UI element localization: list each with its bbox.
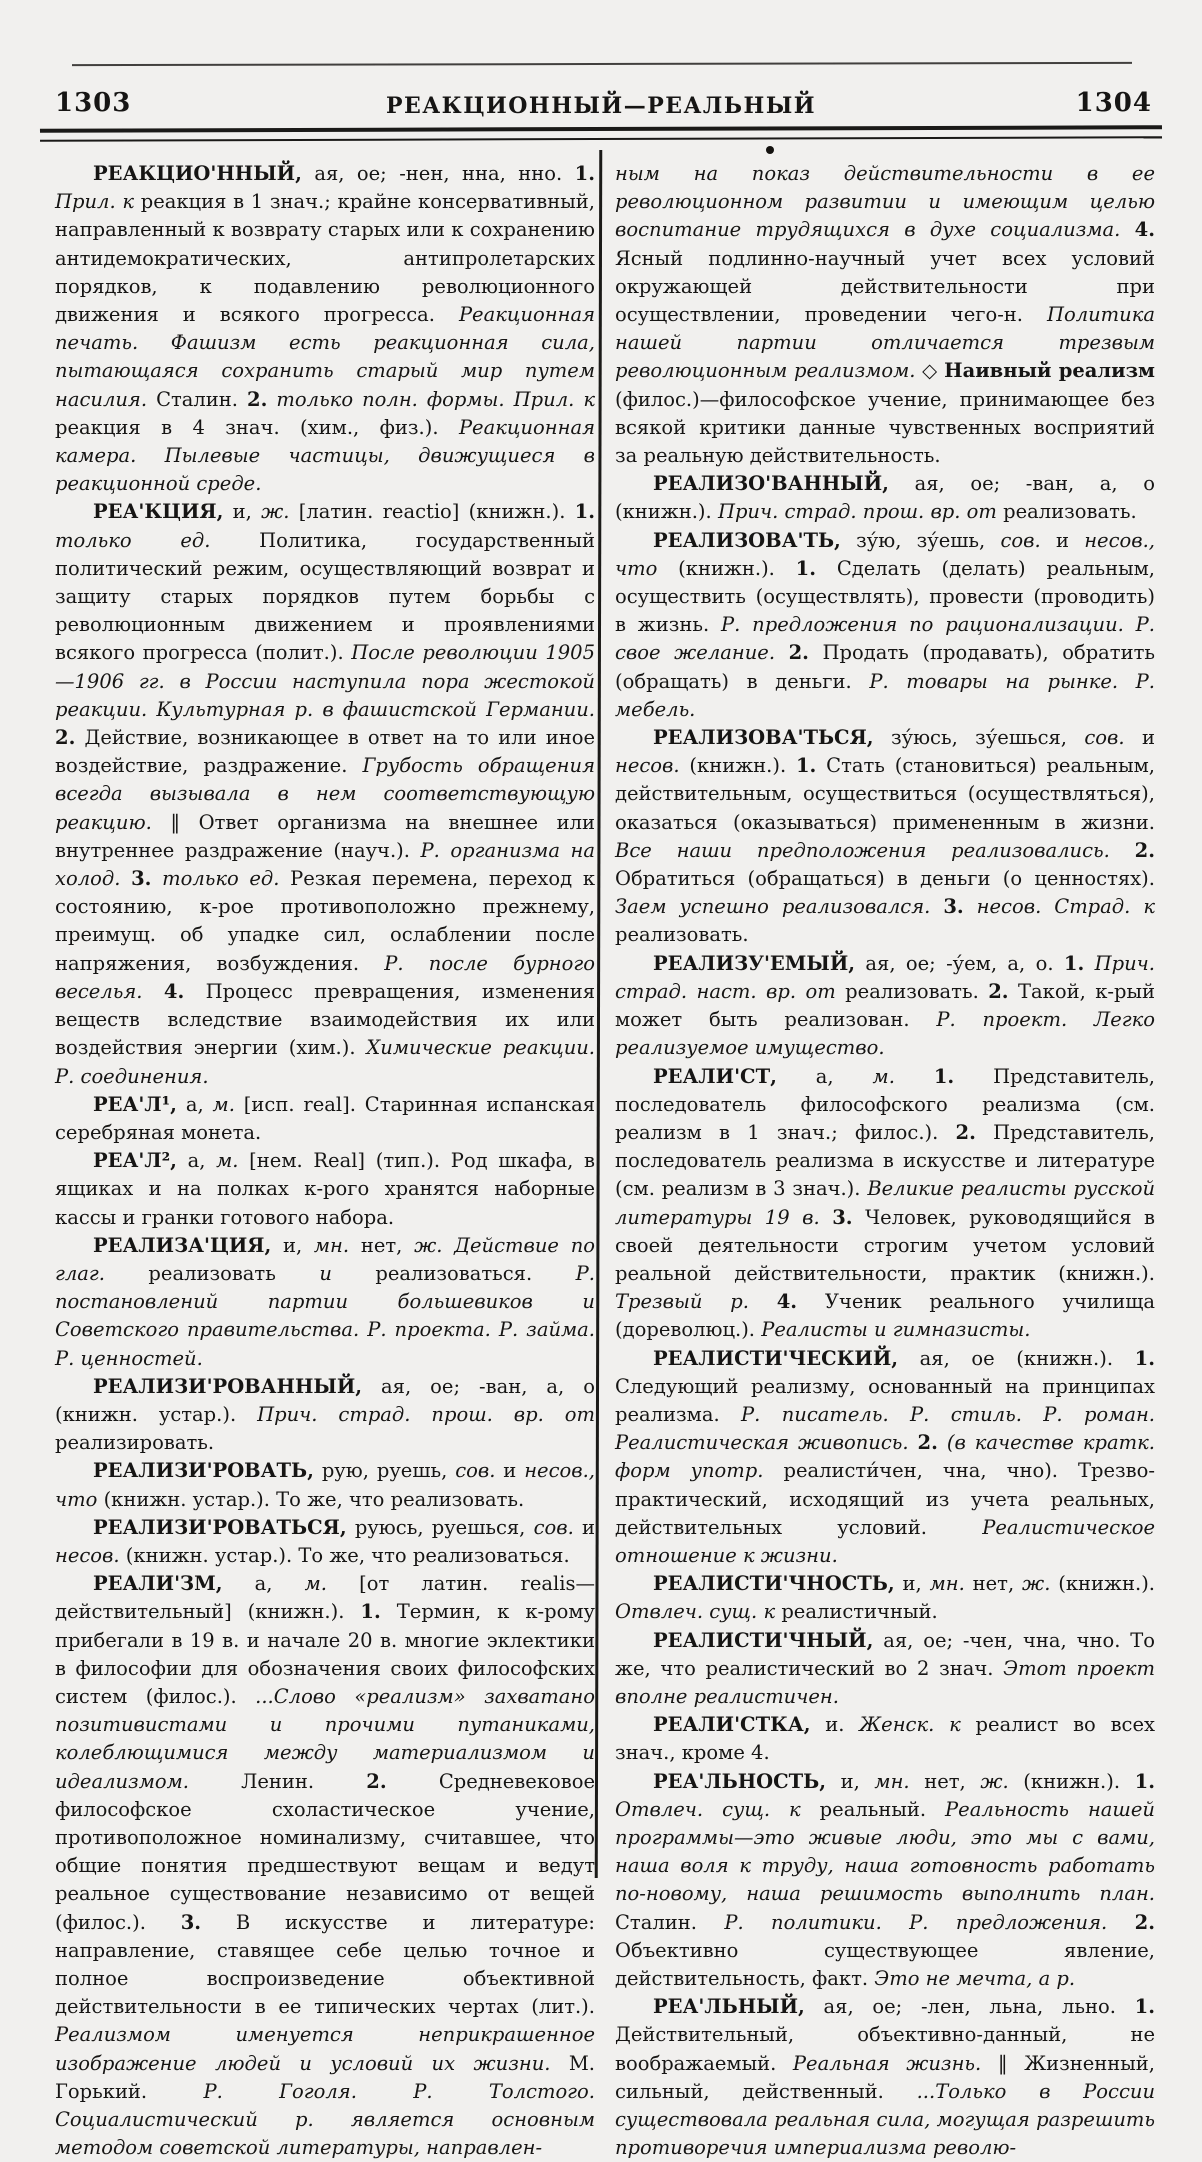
entry-text: (филос.)—философское учение, принимающее без всякой критики данные чувственных восприятий за реальную действительность. [615, 387, 1155, 468]
entry-text: а, [222, 1572, 305, 1596]
page-number-left: 1303 [55, 88, 132, 118]
entry-text: реализоваться. [375, 1261, 576, 1285]
header-double-rule [40, 125, 1162, 142]
dictionary-entry [55, 1514, 595, 1570]
entry-text: [нем. Real] (тип.). Род шкафа, в ящиках и на полках к-рого хранятся наборные кассы и гранки готового набора. [55, 1149, 595, 1229]
entry-text: ая, ое; -ван, а, о (книжн. устар.). [55, 1374, 595, 1426]
entry-italic-text: Р. организма на холод. [55, 838, 595, 891]
entry-bold-text: 2. [247, 387, 268, 411]
entry-bold-text: РЕАЛИЗА'ЦИЯ, [93, 1233, 272, 1257]
entry-bold-text: 2. [1134, 1910, 1155, 1934]
entry-bold-text: РЕАЛИЗИ'РОВАТЬСЯ, [93, 1515, 347, 1539]
entry-italic-text: Женск. к [859, 1713, 976, 1737]
entry-bold-text: РЕА'ЛЬНЫЙ, [653, 1995, 805, 2019]
entry-text: а, [176, 1092, 213, 1116]
entry-bold-text: 3. [180, 1910, 202, 1934]
entry-text: реалистичный. [781, 1600, 938, 1624]
entry-bold-text: РЕА'КЦИЯ, [93, 500, 224, 524]
entry-italic-text: Прич. страд. прош. вр. от [717, 500, 1004, 524]
entry-text: [от латин. realis—действительный] (книжн.). [55, 1572, 595, 1624]
entry-italic-text: ...Только в России существовала реальная сила, могущая разрешить противоречия империализма револю- [615, 2079, 1155, 2160]
entry-italic-text: несов. [615, 754, 680, 778]
entry-text: и. [810, 1713, 860, 1737]
entry-italic-text: После революции 1905—1906 гг. в России наступила пора жестокой реакции. Культурная р. в фашистской Германии. [55, 641, 595, 721]
entry-text: (книжн.). [679, 754, 796, 778]
dictionary-entry [55, 1232, 595, 1373]
entry-text: Средневековое философское схоластическое учение, противоположное номинализму, считавшее, что общие понятия предшествуют вещам и ведут реальное существование независимо от вещей (филос.). [55, 1769, 596, 1934]
dictionary-entry [615, 1345, 1155, 1571]
dictionary-entry [615, 1627, 1155, 1712]
entry-text: зу́ю, зу́ешь, [840, 528, 1001, 552]
entry-text: а, [776, 1064, 873, 1088]
entry-bold-text: 4. [163, 979, 185, 1003]
entry-italic-text: только ед. [55, 528, 260, 552]
entry-text: нет, [909, 1769, 981, 1793]
entry-bold-text: 1. [933, 1064, 955, 1088]
entry-text: Человек, руководящийся в своей деятельности строгим учетом условий реальной действительности, практик (книжн.). [615, 1205, 1155, 1285]
entry-bold-text: РЕАЛИСТИ'ЧНЫЙ, [653, 1628, 874, 1652]
entry-bold-text: РЕАЛИЗУ'ЕМЫЙ, [653, 951, 856, 975]
entry-italic-text: Грубость обращения всегда вызывала в нем соответствующую реакцию. [55, 754, 595, 834]
entry-text: Ясный подлинно-научный учет всех условий окружающей действительности при осуществлении, проведении чего-н. [615, 246, 1155, 327]
entry-text: реакция в 1 знач.; крайне консервативный, направленный к возврату старых или к сохранению антидемократических, антипролетарских порядков, к подавлению революционного движения и всякого прогресса. [55, 190, 595, 327]
entry-text: нет, [964, 1572, 1023, 1596]
entry-text: ◇ [922, 359, 945, 383]
entry-bold-text: РЕА'Л², [93, 1149, 177, 1173]
entry-italic-text: Реакционная камера. Пылевые частицы, движущиеся в реакционной среде. [55, 415, 595, 496]
entry-italic-text: несов., что [55, 1459, 595, 1511]
entry-italic-text: Химические реакции. Р. соединения. [55, 1036, 596, 1088]
entry-text: реалисти́чен, чна, чно). Трезво-практический, исходящий из учета реальных, действительных условий. [615, 1459, 1155, 1539]
entry-text: Сталин. [156, 387, 248, 411]
entry-text: Такой, к-рый может быть реализован. [615, 979, 1155, 1032]
entry-italic-text: ...Слово «реализм» захватано позитивистами и прочими путаниками, колеблющимися между материализмом и идеализмом. [55, 1684, 595, 1793]
entry-text: [исп. real]. Старинная испанская серебряная монета. [55, 1092, 595, 1144]
entry-italic-text: Трезвый р. [615, 1290, 777, 1314]
entry-bold-text: 2. [788, 641, 809, 665]
dictionary-entry [615, 527, 1155, 724]
entry-italic-text: Р. постановлений партии большевиков и Советского правительства. Р. проекта. Р. займа. Р. ценностей. [55, 1261, 595, 1370]
entry-bold-text: РЕАЛИЗИ'РОВАТЬ, [93, 1459, 314, 1483]
entry-text: и [573, 1515, 595, 1539]
entry-text: (книжн.). [1008, 1769, 1135, 1793]
entry-text: Термин, к к-рому прибегали в 19 в. и начале 20 в. многие эклектики в философии для обозначения своих философских систем (филос.). [55, 1600, 596, 1708]
entry-text: нет, [349, 1233, 415, 1257]
entry-bold-text: 1. [1134, 1769, 1155, 1793]
entry-bold-text: 1. [795, 754, 817, 778]
entry-text: ая, ое; -ван, а, о (книжн.). [615, 472, 1155, 524]
entry-italic-text: Р. Гоголя. Р. Толстого. Социалистический р. является основным методом советской литературы, направлен- [55, 2079, 595, 2160]
entry-text: Представитель, последователь реализма в искусстве и литературе (см. реализм в 3 знач.). [615, 1120, 1155, 1201]
dictionary-entry [615, 724, 1155, 950]
entry-italic-text: Р. писатель. Р. стиль. Р. роман. Реалистическая живопись. [615, 1402, 1156, 1455]
entry-text: и [1124, 726, 1155, 750]
entry-text: (книжн.). [1050, 1572, 1155, 1596]
entry-bold-text: 1. [1063, 951, 1085, 975]
entry-italic-text: (в качестве кратк. форм употр. [615, 1431, 1155, 1483]
dictionary-entry [615, 1711, 1155, 1767]
entry-bold-text: РЕАЛИСТИ'ЧЕСКИЙ, [653, 1346, 899, 1370]
dictionary-entry [55, 160, 595, 498]
entry-italic-text: Р. проект. Легко реализуемое имущество. [615, 1008, 1155, 1060]
entry-italic-text: Реальная жизнь. [792, 2051, 998, 2075]
entry-italic-text: ж. [980, 1769, 1009, 1793]
entry-italic-text: ж. Действие по глаг. [55, 1233, 595, 1285]
entry-text: Ученик реального училища (дореволюц.). [615, 1290, 1155, 1342]
entry-text: и [495, 1459, 525, 1483]
entry-italic-text: Все наши предположения реализовались. [615, 838, 1135, 862]
entry-text: и, [223, 500, 262, 524]
entry-bold-text: 2. [366, 1769, 387, 1793]
entry-italic-text: несов. [55, 1543, 120, 1567]
entry-italic-text: Реалисты и гимназисты. [761, 1318, 1031, 1342]
entry-bold-text: РЕАЛИЗИ'РОВАННЫЙ, [93, 1374, 363, 1398]
entry-text: ая, ое; -нен, нна, нно. [301, 162, 575, 185]
entry-text: ая, ое; -лен, льна, льно. [804, 1995, 1135, 2019]
entry-italic-text: м. [216, 1149, 239, 1173]
entry-text [895, 1065, 934, 1088]
entry-bold-text: 1. [1134, 1346, 1155, 1370]
entry-text: Процесс превращения, изменения веществ вследствие взаимодействия их или воздействия энергии (хим.). [55, 979, 595, 1060]
dictionary-entry [55, 1457, 595, 1513]
entry-italic-text: Это не мечта, а р. [874, 1967, 1076, 1990]
entry-bold-text: 4. [776, 1290, 798, 1314]
entry-italic-text: ж. [1022, 1572, 1051, 1596]
entry-text: и, [826, 1769, 875, 1793]
entry-italic-text: сов. [1000, 528, 1041, 552]
entry-text: Сталин. [615, 1910, 725, 1934]
entry-bold-text: РЕАЛИ'СТКА, [653, 1713, 811, 1737]
entry-bold-text: 1. [1134, 1995, 1155, 2019]
entry-text: ‖ Жизненный, сильный, действенный. [615, 2051, 1155, 2103]
entry-bold-text: РЕА'Л¹, [93, 1092, 177, 1116]
entry-text: В искусстве и литературе: направление, ставящее себе целью точное и полное воспроизведение объективной действительности в ее типических чертах (лит.). [55, 1910, 595, 2019]
entry-italic-text: Реалистическое отношение к жизни. [615, 1515, 1155, 1567]
entry-italic-text: Заем успешно реализовался. [615, 895, 944, 919]
entry-bold-text: 2. [955, 1120, 976, 1144]
entry-bold-text: 4. [1134, 218, 1155, 242]
entry-italic-text: Реакционная печать. Фашизм есть реакционная сила, пытающаяся сохранить старый мир путем насилия. [55, 303, 595, 411]
entry-text: Объективно существующее явление, действительность, факт. [615, 1938, 1155, 1990]
entry-text: (книжн.). [678, 556, 796, 580]
column-divider-rule [595, 150, 603, 1878]
entry-italic-text: Политика нашей партии отличается трезвым революционным реализмом. [615, 303, 1155, 383]
entry-text: Обратиться (обращаться) в деньги (о ценностях). [615, 867, 1155, 891]
entry-bold-text: 1. [574, 500, 596, 524]
dictionary-entry [615, 1768, 1155, 1994]
left-column [55, 160, 595, 2162]
entry-italic-text: Р. после бурного веселья. [55, 951, 595, 1003]
entry-text: реализировать. [55, 1431, 215, 1455]
ink-dot-artifact [766, 146, 774, 154]
entry-bold-text: РЕАЛИ'ЗМ, [93, 1572, 223, 1596]
entry-italic-text: Р. политики. Р. предложения. [724, 1910, 1135, 1934]
dictionary-entry [55, 498, 595, 1090]
entry-italic-text: ж. [261, 500, 290, 524]
entry-italic-text: мн. [313, 1233, 350, 1257]
entry-text: реалист во всех знач., кроме 4. [615, 1713, 1156, 1765]
entry-bold-text: РЕАЛИ'СТ, [653, 1064, 777, 1088]
entry-italic-text: только полн. формы. Прил. к [267, 387, 595, 411]
entry-italic-text: сов. [455, 1459, 496, 1483]
entry-text: [латин. reactio] (книжн.). [289, 500, 575, 524]
entry-bold-text: 2. [55, 726, 76, 750]
entry-text: а, [176, 1149, 217, 1173]
entry-text: ‖ Ответ организма на внешнее или внутреннее раздражение (науч.). [55, 810, 595, 862]
entry-text: Представитель, последователь философского реализма (см. реализм в 1 знач.; филос.). [615, 1064, 1155, 1144]
entry-text: Действительный, объективно-данный, не воображаемый. [615, 2023, 1155, 2075]
entry-italic-text: м. [872, 1064, 895, 1088]
entry-bold-text: РЕАЛИЗОВА'ТЬ, [653, 528, 841, 552]
entry-text: рую, руешь, [313, 1459, 456, 1483]
entry-text: и, [271, 1233, 314, 1257]
entry-text: Продать (продавать), обратить (обращать) в деньги. [615, 641, 1155, 693]
entry-italic-text: Отвлеч. сущ. к [615, 1600, 782, 1624]
scan-edge-line [72, 62, 1132, 66]
entry-italic-text: Прич. страд. наст. вр. от [615, 951, 1156, 1003]
entry-italic-text: Великие реалисты русской литературы 19 в. [615, 1177, 1156, 1229]
entry-italic-text: мн. [929, 1572, 965, 1596]
entry-italic-text: Реализмом именуется неприкрашенное изображение людей и условий их жизни. [55, 2023, 595, 2075]
entry-italic-text: и [319, 1261, 376, 1285]
entry-italic-text: Этот проект вполне реалистичен. [615, 1656, 1155, 1708]
entry-bold-text: РЕАКЦИО'ННЫЙ, [93, 162, 302, 185]
entry-bold-text: 3. [943, 895, 964, 919]
entry-bold-text: РЕАЛИЗОВА'ТЬСЯ, [653, 726, 874, 750]
entry-italic-text: Р. предложения по рационализации. Р. свое желание. [615, 613, 1155, 665]
entry-bold-text: РЕА'ЛЬНОСТЬ, [653, 1769, 827, 1793]
entry-text: (книжн. устар.). То же, что реализоваться. [119, 1543, 570, 1567]
dictionary-entry [615, 1570, 1155, 1626]
entry-bold-text: 3. [131, 867, 152, 891]
entry-italic-text: Прич. страд. прош. вр. от [257, 1402, 595, 1426]
entry-italic-text: сов. [533, 1515, 574, 1539]
dictionary-entry [55, 1147, 595, 1232]
entry-text: реализовать [148, 1261, 320, 1285]
entry-bold-text: 3. [832, 1205, 853, 1229]
entry-text: реальный. [819, 1797, 946, 1821]
dictionary-entry [55, 1570, 595, 2162]
entry-text: Следующий реализму, основанный на принципах реализма. [615, 1374, 1155, 1426]
page-number-right: 1304 [1075, 88, 1152, 118]
dictionary-entry [615, 1063, 1155, 1345]
entry-italic-text: несов., что [615, 528, 1155, 580]
dictionary-entry [55, 1373, 595, 1458]
entry-italic-text: ным на показ действительности в ее революционном развитии и имеющим целью воспитание трудящихся в духе социализма. [615, 162, 1155, 242]
entry-bold-text: 1. [795, 556, 817, 580]
entry-text: реализовать. [615, 923, 749, 947]
dictionary-entry [615, 1993, 1155, 2162]
entry-text: и [1040, 528, 1085, 552]
entry-italic-text: мн. [874, 1769, 910, 1793]
entry-text: ая, ое (книжн.). [898, 1346, 1135, 1370]
entry-italic-text: Реальность нашей программы—это живые люди, это мы с вами, наша воля к труду, наша готовность работать по-новому, наша решимость выполнить план. [615, 1797, 1155, 1906]
entry-text: реализовать. [1003, 500, 1137, 524]
entry-text: реакция в 4 знач. (хим., физ.). [55, 415, 459, 439]
dictionary-entry [55, 1091, 595, 1147]
dictionary-entry [615, 950, 1155, 1063]
entry-text: Стать (становиться) реальным, действительным, осуществиться (осуществляться), оказаться (оказываться) примененным в жизни. [615, 754, 1155, 834]
entry-bold-text: РЕАЛИСТИ'ЧНОСТЬ, [653, 1572, 895, 1596]
entry-text: М. Горький. [55, 2051, 595, 2103]
entry-italic-text: Р. товары на рынке. Р. мебель. [615, 669, 1156, 721]
entry-italic-text: только ед. [151, 867, 291, 891]
entry-italic-text: м. [304, 1572, 327, 1596]
right-column [615, 160, 1155, 2162]
entry-bold-text: Наивный реализм [944, 359, 1155, 383]
entry-italic-text: Прил. к [55, 190, 141, 214]
entry-text: ая, ое; -у́ем, а, о. [855, 951, 1064, 975]
entry-text: зу́юсь, зу́ешься, [873, 726, 1085, 750]
entry-bold-text: РЕАЛИЗО'ВАННЫЙ, [653, 472, 889, 496]
entry-text: ая, ое; -чен, чна, чно. То же, что реалистический во 2 знач. [615, 1628, 1155, 1680]
entry-text: Резкая перемена, переход к состоянию, к-рое противоположно прежнему, преимущ. об упадке сил, ослаблении после напряжения, возбуждения. [55, 867, 596, 975]
entry-bold-text: 2. [917, 1431, 938, 1455]
entry-text: Ленин. [241, 1769, 367, 1793]
entry-italic-text: м. [212, 1092, 235, 1116]
entry-text: и, [894, 1572, 930, 1596]
entry-bold-text: 2. [1134, 838, 1155, 862]
entry-text: Политика, государственный политический режим, осуществляющий возврат и защиту старых порядков путем борьбы с революционным движением и проявлениями всякого прогресса (полит.). [55, 528, 595, 665]
entry-text: руюсь, руешься, [346, 1515, 534, 1539]
entry-bold-text: 1. [574, 162, 595, 185]
entry-italic-text: Отвлеч. сущ. к [615, 1797, 820, 1821]
entry-bold-text: 1. [360, 1600, 381, 1624]
entry-italic-text: сов. [1084, 726, 1125, 750]
dictionary-entry [615, 470, 1155, 526]
entry-continuation [615, 160, 1155, 470]
entry-italic-text: несов. Страд. к [963, 895, 1155, 919]
running-head: РЕАКЦИОННЫЙ—РЕАЛЬНЫЙ [385, 93, 817, 119]
entry-text: Сделать (делать) реальным, осуществить (осуществлять), провести (проводить) в жизнь. [615, 556, 1155, 637]
entry-text: реализовать. [845, 979, 989, 1003]
entry-text: (книжн. устар.). То же, что реализовать. [103, 1487, 525, 1511]
entry-text: Действие, возникающее в ответ на то или иное воздействие, раздражение. [55, 726, 595, 778]
entry-bold-text: 2. [988, 979, 1009, 1003]
